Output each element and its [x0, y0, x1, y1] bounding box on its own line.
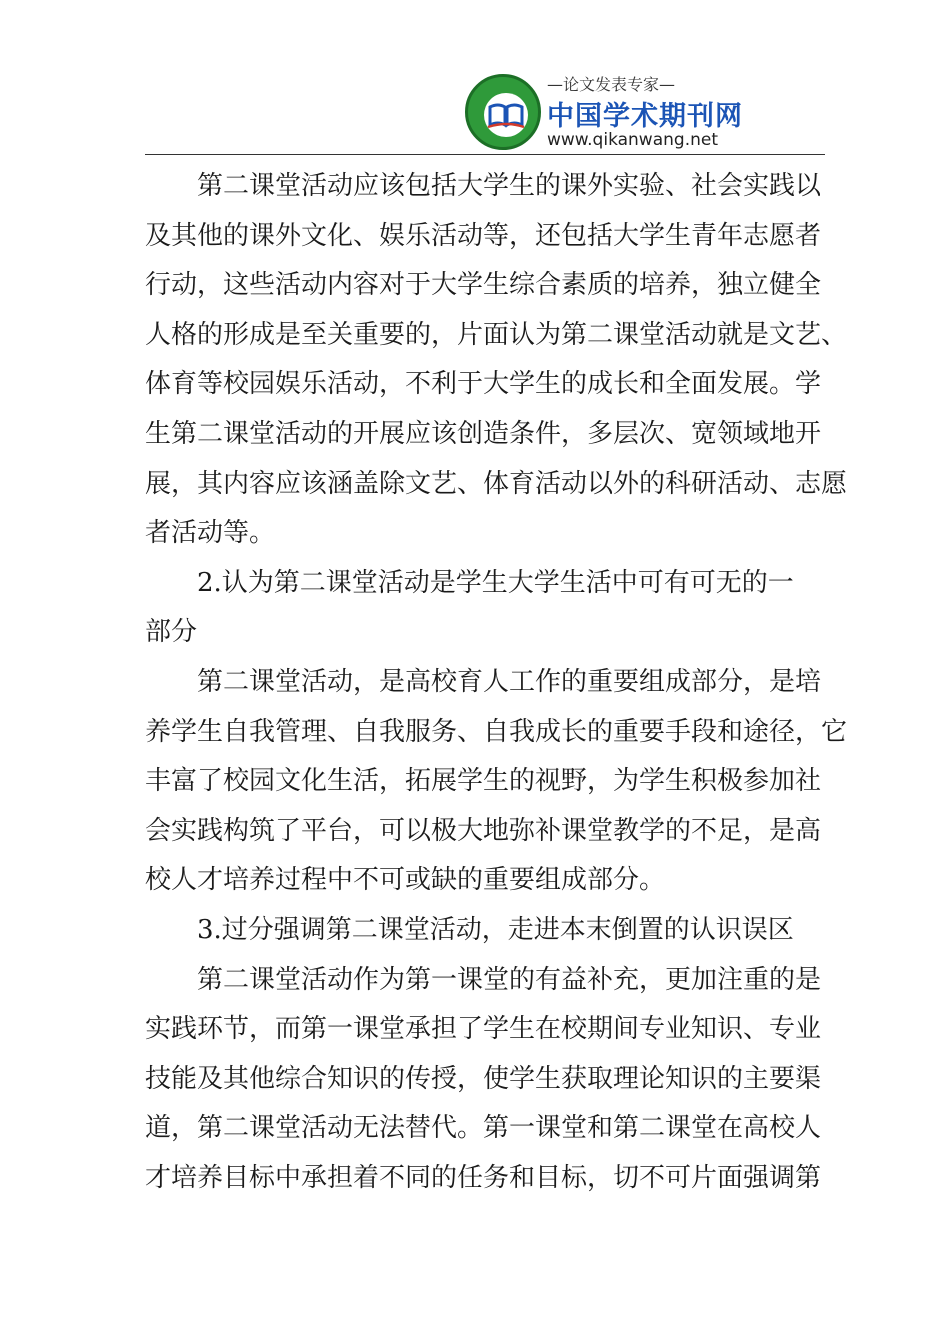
body-line: 体育等校园娱乐活动，不利于大学生的成长和全面发展。学	[145, 369, 822, 400]
section-heading-2: 2.认为第二课堂活动是学生大学生活中可有可无的一	[197, 567, 794, 598]
book-icon	[468, 77, 541, 150]
body-line: 道，第二课堂活动无法替代。第一课堂和第二课堂在高校人	[145, 1113, 822, 1144]
body-line: 实践环节，而第一课堂承担了学生在校期间专业知识、专业	[145, 1014, 822, 1045]
header-divider	[145, 154, 825, 155]
body-line: 丰富了校园文化生活，拓展学生的视野，为学生积极参加社	[145, 766, 822, 797]
tagline: —论文发表专家—	[547, 75, 676, 94]
site-header	[463, 72, 743, 154]
body-line: 校人才培养过程中不可或缺的重要组成部分。	[145, 865, 666, 896]
brand-name: 中国学术期刊网	[547, 101, 743, 132]
body-line: 人格的形成是至关重要的，片面认为第二课堂活动就是文艺、	[145, 319, 848, 350]
section-heading-3: 3.过分强调第二课堂活动，走进本末倒置的认识误区	[197, 914, 794, 945]
body-line: 者活动等。	[145, 518, 276, 549]
body-line: 展，其内容应该涵盖除文艺、体育活动以外的科研活动、志愿	[145, 468, 848, 499]
body-line: 养学生自我管理、自我服务、自我成长的重要手段和途径，它	[145, 716, 848, 747]
body-line: 会实践构筑了平台，可以极大地弥补课堂教学的不足，是高	[145, 815, 822, 846]
site-url: www.qikanwang.net	[547, 130, 718, 150]
body-line: 生第二课堂活动的开展应该创造条件，多层次、宽领域地开	[145, 418, 822, 449]
body-line: 行动，这些活动内容对于大学生综合素质的培养，独立健全	[145, 270, 822, 301]
body-line: 及其他的课外文化、娱乐活动等，还包括大学生青年志愿者	[145, 220, 822, 251]
body-line: 第二课堂活动，是高校育人工作的重要组成部分，是培	[197, 666, 822, 697]
body-line: 才培养目标中承担着不同的任务和目标，切不可片面强调第	[145, 1162, 822, 1193]
body-line: 技能及其他综合知识的传授，使学生获取理论知识的主要渠	[145, 1063, 822, 1094]
document-body	[145, 162, 848, 1203]
body-line: 第二课堂活动应该包括大学生的课外实验、社会实践以	[197, 171, 822, 201]
qikanwang-logo	[465, 74, 541, 150]
section-heading-2-cont: 部分	[145, 617, 198, 648]
body-line: 第二课堂活动作为第一课堂的有益补充，更加注重的是	[197, 964, 822, 995]
